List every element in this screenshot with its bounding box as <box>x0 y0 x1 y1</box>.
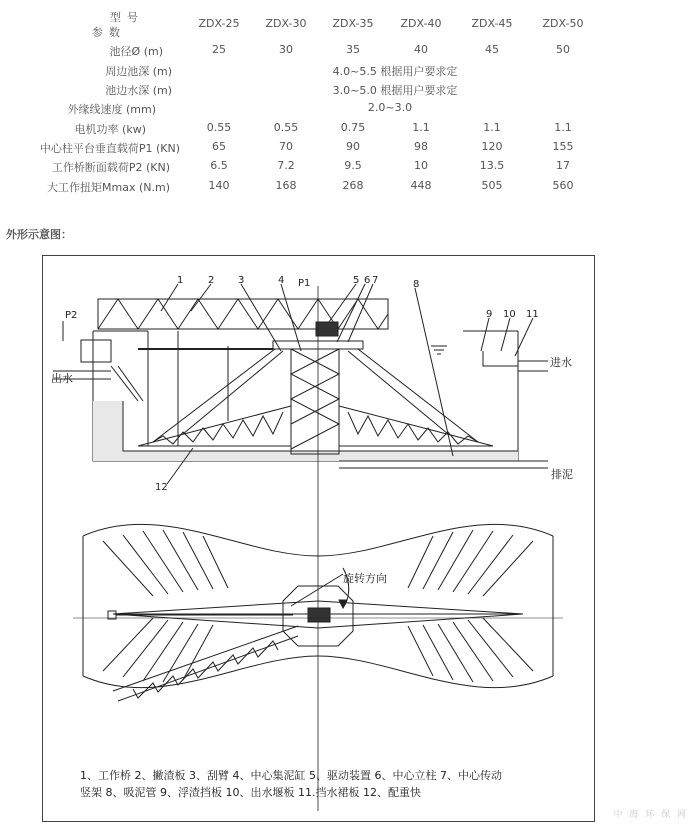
callout: 9 <box>486 309 493 320</box>
callout: 8 <box>413 279 420 290</box>
cell: 9.5 <box>344 159 362 172</box>
table-row <box>0 101 698 120</box>
callout: 10 <box>503 309 516 320</box>
callout: 3 <box>238 275 245 286</box>
legend-line-1: 1、工作桥 2、撇渣板 3、刮臂 4、中心集泥缸 5、驱动装置 6、中心立柱 7、中心传动 <box>80 769 502 782</box>
callout: 7 <box>372 275 379 286</box>
model-cell: ZDX-35 <box>332 17 374 30</box>
cell: 560 <box>552 179 574 192</box>
model-cell: ZDX-25 <box>198 17 240 30</box>
cell: 90 <box>346 140 360 153</box>
row-label: 大工作扭矩Mmax (N.m) <box>47 181 170 194</box>
model-cell: ZDX-30 <box>265 17 307 30</box>
schematic-drawing <box>42 255 595 822</box>
table-row <box>0 121 698 140</box>
label-rotation: 旋转方向 <box>343 572 387 585</box>
schematic-svg <box>43 256 594 821</box>
cell: 13.5 <box>479 159 505 172</box>
label-inlet: 进水 <box>550 356 572 369</box>
cell: 17 <box>556 159 570 172</box>
cell: 168 <box>275 179 297 192</box>
cell: 25 <box>212 43 226 56</box>
legend-line-2: 竖架 8、吸泥管 9、浮渣挡板 10、出水堰板 11.挡水裙板 12、配重快 <box>80 786 421 799</box>
header-params: 参数 <box>92 26 126 39</box>
callout: 2 <box>208 275 215 286</box>
cell: 10 <box>414 159 428 172</box>
cell: 35 <box>346 43 360 56</box>
callout: 5 <box>353 275 360 286</box>
table-row <box>0 179 698 198</box>
callout: 6 <box>364 275 371 286</box>
cell: 98 <box>414 140 428 153</box>
row-label: 工作桥断面载荷P2 (KN) <box>51 161 170 174</box>
callout: 12 <box>155 482 168 493</box>
cell: 0.55 <box>206 121 232 134</box>
callout: 11 <box>526 309 539 320</box>
cell: 0.55 <box>273 121 299 134</box>
span-cell: 4.0~5.5 根据用户要求定 <box>332 65 458 78</box>
label-p2: P2 <box>65 310 78 321</box>
table-row <box>0 82 698 101</box>
header-model: 型号 <box>110 11 144 24</box>
section-title: 外形示意图： <box>6 228 72 241</box>
cell: 448 <box>410 179 432 192</box>
cell: 155 <box>552 140 574 153</box>
callout: 1 <box>177 275 184 286</box>
cell: 140 <box>208 179 230 192</box>
label-outlet: 出水 <box>51 372 73 385</box>
cell: 70 <box>279 140 293 153</box>
cell: 1.1 <box>554 121 572 134</box>
models-row <box>0 17 698 36</box>
model-cell: ZDX-40 <box>400 17 442 30</box>
table-row <box>0 159 698 178</box>
span-cell: 3.0~5.0 根据用户要求定 <box>332 84 458 97</box>
cell: 1.1 <box>483 121 501 134</box>
center-column <box>291 349 339 454</box>
model-cell: ZDX-45 <box>471 17 513 30</box>
row-label: 电机功率 (kw) <box>74 123 146 136</box>
callout: 4 <box>278 275 285 286</box>
model-cell: ZDX-50 <box>542 17 584 30</box>
row-label: 池边水深 (m) <box>105 84 172 97</box>
cell: 1.1 <box>412 121 430 134</box>
cell: 30 <box>279 43 293 56</box>
cell: 0.75 <box>340 121 366 134</box>
row-label: 中心柱平台垂直载荷P1 (KN) <box>39 142 180 155</box>
watermark: 中 海 环 保 网 <box>613 810 688 820</box>
row-label: 池径Ø (m) <box>109 45 163 58</box>
table-row <box>0 140 698 159</box>
cell: 40 <box>414 43 428 56</box>
cell: 7.2 <box>277 159 295 172</box>
table-row <box>0 63 698 82</box>
cell: 120 <box>481 140 503 153</box>
cell: 505 <box>481 179 503 192</box>
row-label: 周边池深 (m) <box>105 65 172 78</box>
cell: 268 <box>342 179 364 192</box>
table-row <box>0 43 698 62</box>
label-p1: P1 <box>298 278 311 289</box>
cell: 65 <box>212 140 226 153</box>
cell: 45 <box>485 43 499 56</box>
cell: 50 <box>556 43 570 56</box>
label-sludge: 排泥 <box>551 468 573 481</box>
cell: 6.5 <box>210 159 228 172</box>
span-cell: 2.0~3.0 <box>367 101 413 114</box>
row-label: 外缘线速度 (mm) <box>67 103 156 116</box>
